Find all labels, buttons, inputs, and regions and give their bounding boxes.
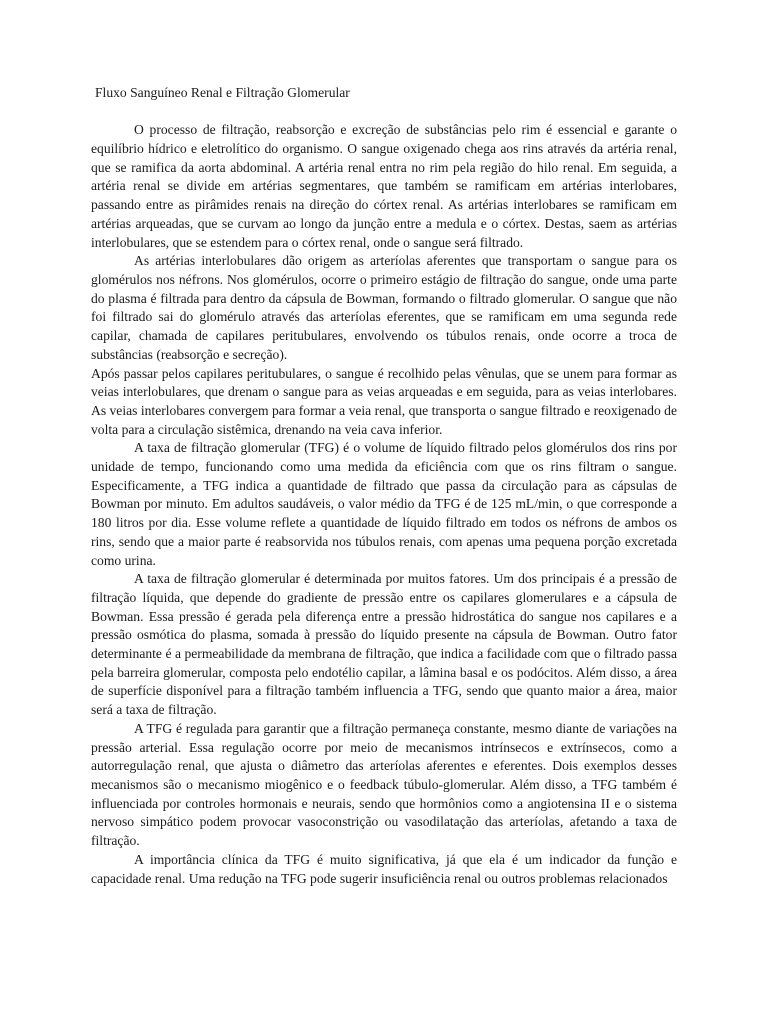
paragraph-clinical-importance: A importância clínica da TFG é muito significativa, já que ela é um indicador da função e capacidade renal. Uma redução na TFG pode sugerir insuficiência renal ou outros problemas relacionados (91, 851, 677, 886)
paragraph-tfg-definition: A taxa de filtração glomerular (TFG) é o volume de líquido filtrado pelos glomérulos dos rins por unidade de tempo, funcionando como uma medida da eficiência com que os rins filtram o sangue. Especificamente, a TFG indica a quantidade de filtrado que passa da circulação para as cápsulas de Bowman por minuto. Em adultos saudáveis, o valor médio da TFG é de 125 mL/min, o que corresponde a 180 litros por dia. Esse volume reflete a quantidade de líquido filtrado em todos os néfrons de ambos os rins, sendo que a maior parte é reabsorvida nos túbulos renais, com apenas uma pequena porção excretada como urina. (91, 440, 677, 568)
blank-line (91, 103, 677, 122)
paragraph-tfg-determinants: A taxa de filtração glomerular é determinada por muitos fatores. Um dos principais é a pressão de filtração líquida, que depende do gradiente de pressão entre os capilares glomerulares e a cápsula de Bowman. Essa pressão é gerada pela diferença entre a pressão hidrostática do sangue nos capilares e a pressão osmótica do plasma, somada à pressão do líquido presente na cápsula de Bowman. Outro fator determinante é a permeabilidade da membrana de filtração, que indica a facilidade com que o filtrado passa pela barreira glomerular, composta pelo endotélio capilar, a lâmina basal e os podócitos. Além disso, a área de superfície disponível para a filtração também influencia a TFG, sendo que quanto maior a área, maior será a taxa de filtração. (91, 571, 677, 718)
document-page (91, 84, 677, 888)
paragraph-interlobular-arteries: As artérias interlobulares dão origem as arteríolas aferentes que transportam o sangue para os glomérulos nos néfrons. Nos glomérulos, ocorre o primeiro estágio de filtração do sangue, onde uma parte do plasma é filtrada para dentro da cápsula de Bowman, formando o filtrado glomerular. O sangue que não foi filtrado sai do glomérulo através das arteríolas eferentes, que se ramificam em uma segunda rede capilar, chamada de capilares peritubulares, envolvendo os túbulos renais, onde ocorre a troca de substâncias (reabsorção e secreção). (91, 253, 677, 362)
paragraph-renal-blood-flow: O processo de filtração, reabsorção e excreção de substâncias pelo rim é essencial e garante o equilíbrio hídrico e eletrolítico do organismo. O sangue oxigenado chega aos rins através da artéria renal, que se ramifica da aorta abdominal. A artéria renal entra no rim pela região do hilo renal. Em seguida, a artéria renal se divide em artérias segmentares, que também se ramificam em artérias interlobares, passando entre as pirâmides renais na direção do córtex renal. As artérias interlobares se ramificam em artérias arqueadas, que se curvam ao longo da junção entre a medula e o córtex. Destas, saem as artérias interlobulares, que se estendem para o córtex renal, onde o sangue será filtrado. (91, 122, 677, 250)
paragraph-tfg-regulation: A TFG é regulada para garantir que a filtração permaneça constante, mesmo diante de variações na pressão arterial. Essa regulação ocorre por meio de mecanismos intrínsecos e extrínsecos, como a autorregulação renal, que ajusta o diâmetro das arteríolas aferentes e eferentes. Dois exemplos desses mecanismos são o mecanismo miogênico e o feedback túbulo-glomerular. Além disso, a TFG também é influenciada por controles hormonais e neurais, sendo que hormônios como a angiotensina II e o sistema nervoso simpático podem provocar vasoconstrição ou vasodilatação das arteríolas, afetando a taxa de filtração. (91, 720, 677, 849)
document-title: Fluxo Sanguíneo Renal e Filtração Glomerular (95, 85, 350, 100)
paragraph-venous-return: Após passar pelos capilares peritubulares, o sangue é recolhido pelas vênulas, que se unem para formar as veias interlobulares, que drenam o sangue para as veias arqueadas e em seguida, para as veias interlobares. As veias interlobares convergem para formar a veia renal, que transporta o sangue filtrado e reoxigenado de volta para a circulação sistêmica, drenando na veia cava inferior. (91, 365, 677, 437)
